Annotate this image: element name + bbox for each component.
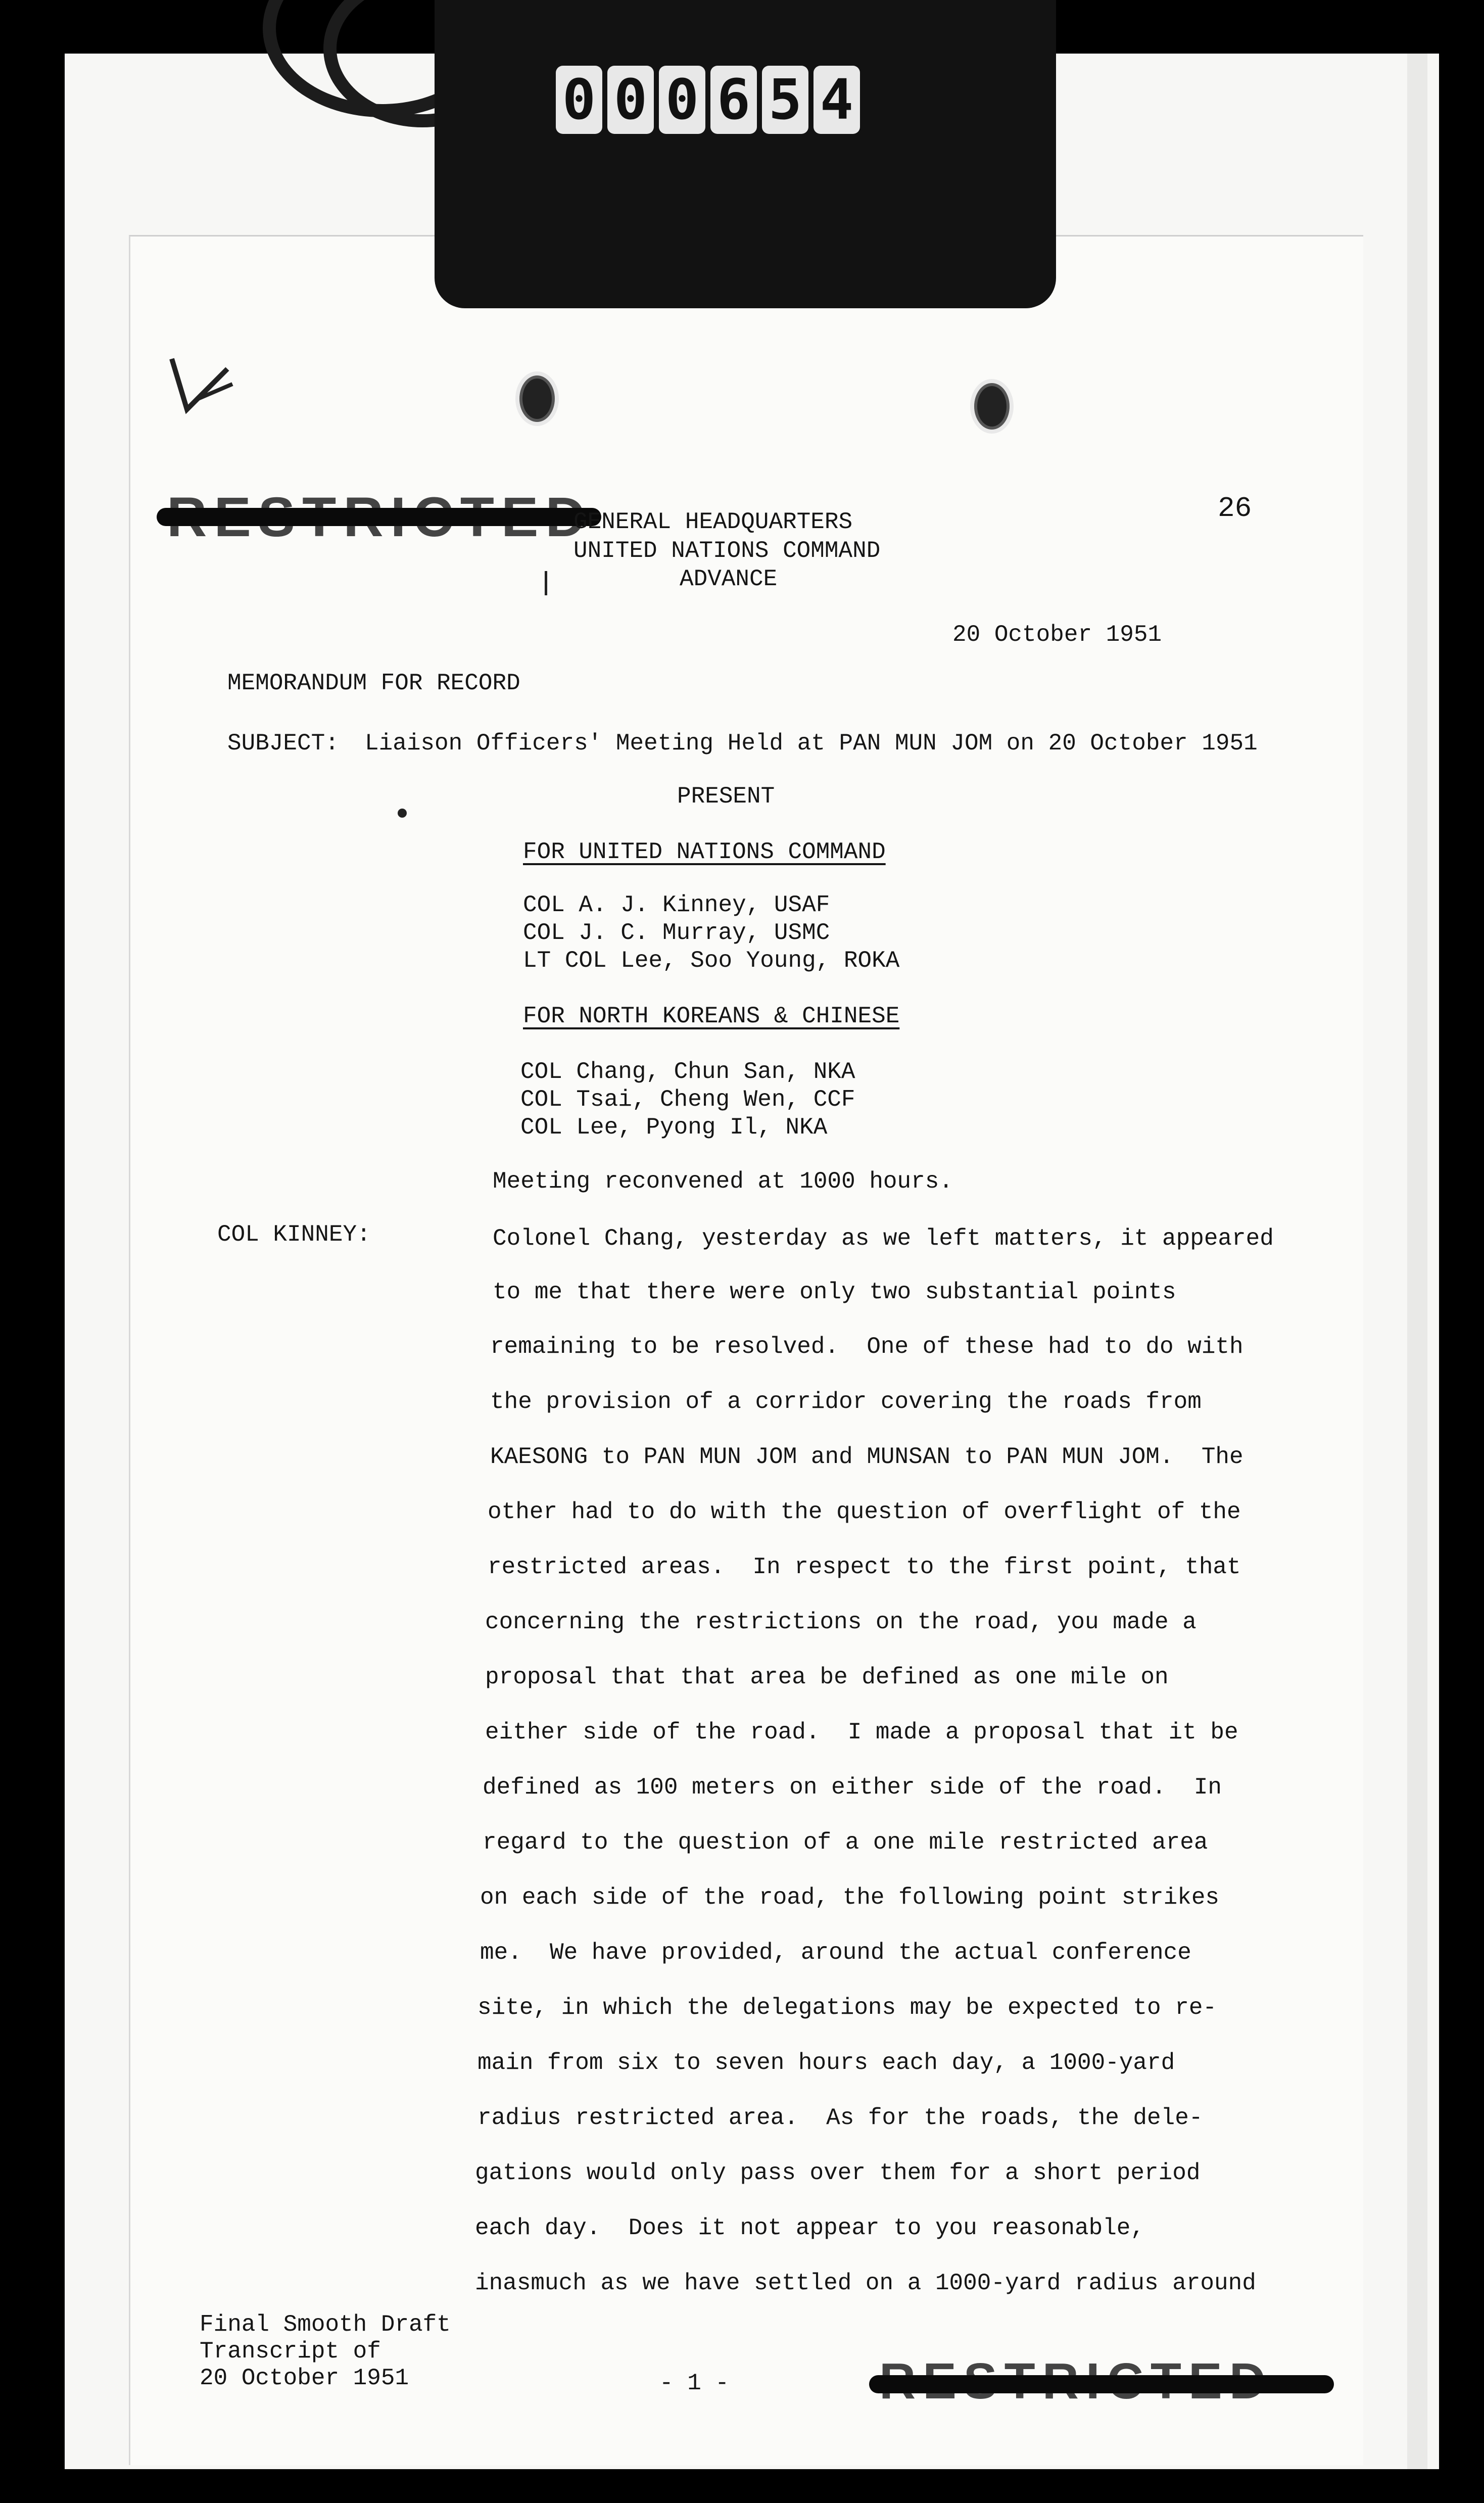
header-line-3: ADVANCE (680, 566, 778, 592)
film-edge (1407, 54, 1427, 2469)
subject-label: SUBJECT: (227, 730, 339, 757)
memo-date: 20 October 1951 (952, 622, 1162, 648)
nk-member: COL Tsai, Cheng Wen, CCF (520, 1087, 855, 1113)
subject-text: Liaison Officers' Meeting Held at PAN MUN JOM on 20 October 1951 (365, 730, 1258, 757)
nk-member: COL Lee, Pyong Il, NKA (520, 1114, 828, 1141)
body-line: defined as 100 meters on either side of the road. In (483, 1774, 1222, 1801)
counter-digit: 6 (710, 66, 757, 134)
body-line: me. We have provided, around the actual conference (480, 1940, 1191, 1966)
body-line: Colonel Chang, yesterday as we left matters, it appeared (493, 1225, 1274, 1252)
stray-dot (398, 809, 407, 818)
page-number-mark: 26 (1218, 492, 1252, 525)
nk-member: COL Chang, Chun San, NKA (520, 1059, 855, 1085)
body-line: on each side of the road, the following point strikes (480, 1884, 1220, 1911)
un-member: COL A. J. Kinney, USAF (523, 892, 830, 918)
nk-heading: FOR NORTH KOREANS & CHINESE (523, 1003, 900, 1029)
footer-line-2: Transcript of (200, 2338, 381, 2365)
punch-hole (970, 379, 1014, 434)
footer-line-3: 20 October 1951 (200, 2365, 409, 2391)
body-line: other had to do with the question of overflight of the (488, 1499, 1241, 1525)
pencil-mark-icon (167, 349, 237, 424)
body-line: each day. Does it not appear to you reasonable, (475, 2215, 1145, 2241)
un-member: LT COL Lee, Soo Young, ROKA (523, 948, 900, 974)
present-heading: PRESENT (677, 783, 775, 810)
body-line: KAESONG to PAN MUN JOM and MUNSAN to PAN MUN JOM. The (490, 1444, 1243, 1470)
body-line: site, in which the delegations may be expected to re- (477, 1995, 1217, 2021)
body-line: regard to the question of a one mile restricted area (483, 1829, 1208, 1856)
memo-title: MEMORANDUM FOR RECORD (227, 670, 520, 696)
body-line: either side of the road. I made a proposal that it be (485, 1719, 1238, 1745)
un-member: COL J. C. Murray, USMC (523, 920, 830, 946)
body-line: main from six to seven hours each day, a 1000-yard (477, 2050, 1175, 2076)
body-line: the provision of a corridor covering the roads from (490, 1389, 1202, 1415)
body-line: inasmuch as we have settled on a 1000-yard radius around (475, 2270, 1256, 2296)
stamp-strikethrough (869, 2375, 1334, 2393)
counter-digit: 0 (607, 66, 654, 134)
counter-digit: 0 (659, 66, 705, 134)
body-line: restricted areas. In respect to the first point, that (488, 1554, 1241, 1580)
header-line-2: UNITED NATIONS COMMAND (573, 538, 881, 564)
un-heading: FOR UNITED NATIONS COMMAND (523, 839, 886, 865)
counter-digit: 5 (762, 66, 808, 134)
punch-hole (515, 371, 559, 426)
body-line: radius restricted area. As for the roads, the dele- (477, 2105, 1203, 2131)
body-line: gations would only pass over them for a short period (475, 2160, 1201, 2186)
body-line: remaining to be resolved. One of these had to do with (490, 1334, 1243, 1360)
frame-counter (556, 66, 860, 134)
footer-page-number: - 1 - (659, 2370, 730, 2396)
reconvened-line: Meeting reconvened at 1000 hours. (493, 1168, 953, 1195)
stamp-strikethrough (157, 508, 601, 526)
body-line: proposal that that area be defined as one mile on (485, 1664, 1169, 1690)
pen-tick (545, 571, 547, 595)
body-line: to me that there were only two substantial points (493, 1279, 1176, 1305)
counter-digit: 4 (813, 66, 860, 134)
body-line: concerning the restrictions on the road, you made a (485, 1609, 1196, 1635)
frame-counter-device (435, 0, 1056, 308)
counter-digit: 0 (556, 66, 602, 134)
speaker-label: COL KINNEY: (217, 1221, 371, 1248)
footer-line-1: Final Smooth Draft (200, 2311, 451, 2338)
header-line-1: GENERAL HEADQUARTERS (573, 509, 853, 535)
